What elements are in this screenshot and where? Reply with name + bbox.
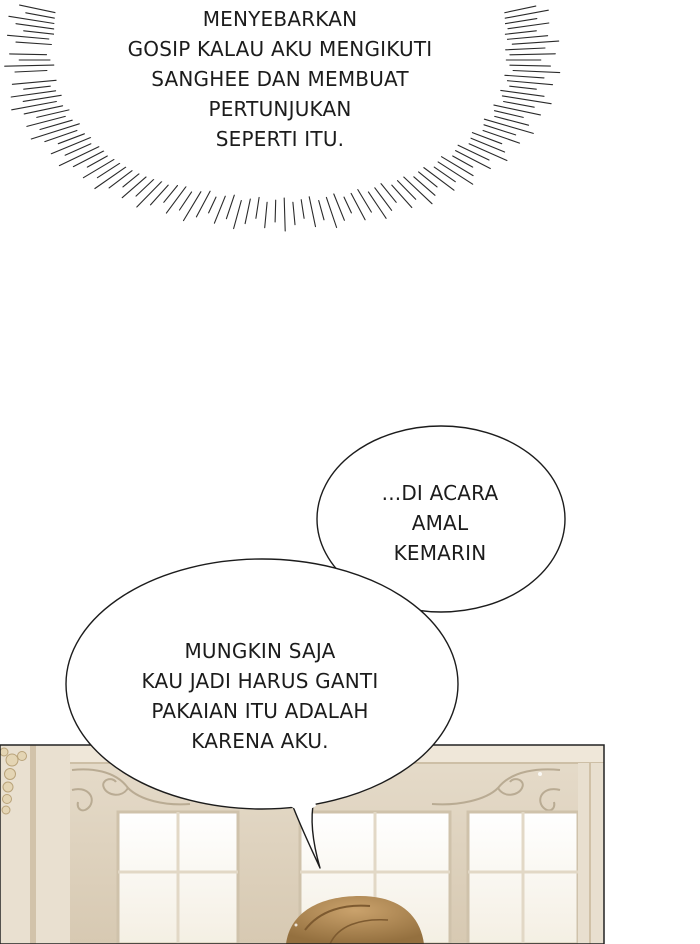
shout-ray: [510, 65, 551, 66]
shout-ray: [31, 124, 79, 139]
shout-ray: [334, 194, 345, 220]
shout-ray: [368, 192, 386, 218]
shout-ray: [275, 200, 276, 222]
shout-ray: [510, 86, 537, 89]
shout-ray: [483, 131, 519, 144]
shout-ray: [508, 23, 549, 29]
shout-ray: [414, 177, 435, 196]
shout-ray: [122, 177, 146, 198]
dialogue-line: AMAL: [411, 511, 469, 535]
shout-ray: [256, 197, 259, 218]
shout-ray: [151, 185, 169, 205]
shout-ray: [484, 119, 533, 133]
shout-ray: [510, 54, 555, 55]
shout-ray: [24, 86, 51, 89]
dialogue-line: KAU JADI HARUS GANTI: [141, 669, 379, 693]
dialogue-line: MUNGKIN SAJA: [184, 639, 336, 663]
shout-ray: [9, 16, 54, 23]
shout-ray: [11, 91, 55, 97]
shout-ray: [209, 197, 216, 213]
shout-ray: [180, 192, 192, 210]
shout-ray: [184, 192, 201, 221]
shout-ray: [15, 71, 47, 73]
shout-ray: [245, 199, 250, 224]
large-bubble-text: [90, 636, 430, 756]
dialogue-line: SANGHEE DAN MEMBUAT: [151, 67, 409, 91]
shout-ray: [23, 95, 61, 101]
small-bubble-text: [340, 478, 540, 568]
shout-ray: [508, 36, 548, 40]
shout-ray: [83, 158, 116, 177]
shout-ray: [16, 24, 56, 30]
shout-ray: [309, 197, 315, 227]
shout-ray: [392, 185, 412, 207]
shout-ray: [234, 201, 242, 229]
dialogue-line: ...DI ACARA: [381, 481, 499, 505]
shout-ray: [10, 54, 47, 55]
shout-ray: [419, 172, 438, 187]
shout-ray: [506, 48, 545, 50]
shout-ray: [12, 80, 56, 84]
shout-ray: [293, 202, 295, 224]
shout-ray: [8, 35, 49, 39]
shout-ray: [398, 181, 416, 200]
shout-ray: [513, 71, 560, 73]
shout-ray: [265, 202, 267, 227]
shout-ray: [27, 116, 65, 126]
shout-ray: [512, 41, 558, 44]
shout-ray: [16, 42, 51, 44]
shout-ray: [109, 169, 135, 188]
shout-ray: [301, 200, 304, 219]
shout-bubble-text: [80, 4, 480, 154]
shout-ray: [375, 188, 392, 211]
shout-ray: [284, 198, 285, 231]
dialogue-line: SEPERTI ITU.: [215, 127, 345, 151]
shout-ray: [508, 81, 553, 85]
dialogue-line: PAKAIAN ITU ADALAH: [151, 699, 369, 723]
dialogue-line: PERTUNJUKAN: [208, 97, 352, 121]
shout-ray: [95, 167, 126, 188]
shout-ray: [505, 75, 544, 78]
shout-ray: [326, 197, 336, 227]
shout-ray: [442, 157, 474, 176]
dialogue-line: MENYEBARKAN: [202, 7, 358, 31]
shout-ray: [5, 65, 54, 66]
shout-ray: [495, 111, 524, 118]
shout-ray: [504, 102, 535, 108]
shout-ray: [319, 201, 324, 220]
dialogue-line: KEMARIN: [393, 541, 487, 565]
shout-ray: [502, 19, 536, 25]
shout-ray: [226, 195, 234, 219]
shout-ray: [214, 196, 225, 223]
dialogue-line: GOSIP KALAU AKU MENGIKUTI: [127, 37, 433, 61]
shout-ray: [501, 6, 536, 13]
shout-ray: [45, 131, 77, 142]
shout-ray: [501, 90, 544, 96]
shout-ray: [136, 178, 155, 196]
shout-ray: [503, 31, 537, 35]
shout-ray: [434, 167, 455, 182]
shout-ray: [24, 31, 58, 35]
shout-ray: [166, 186, 186, 213]
shout-ray: [344, 197, 351, 213]
dialogue-line: KARENA AKU.: [191, 729, 329, 753]
